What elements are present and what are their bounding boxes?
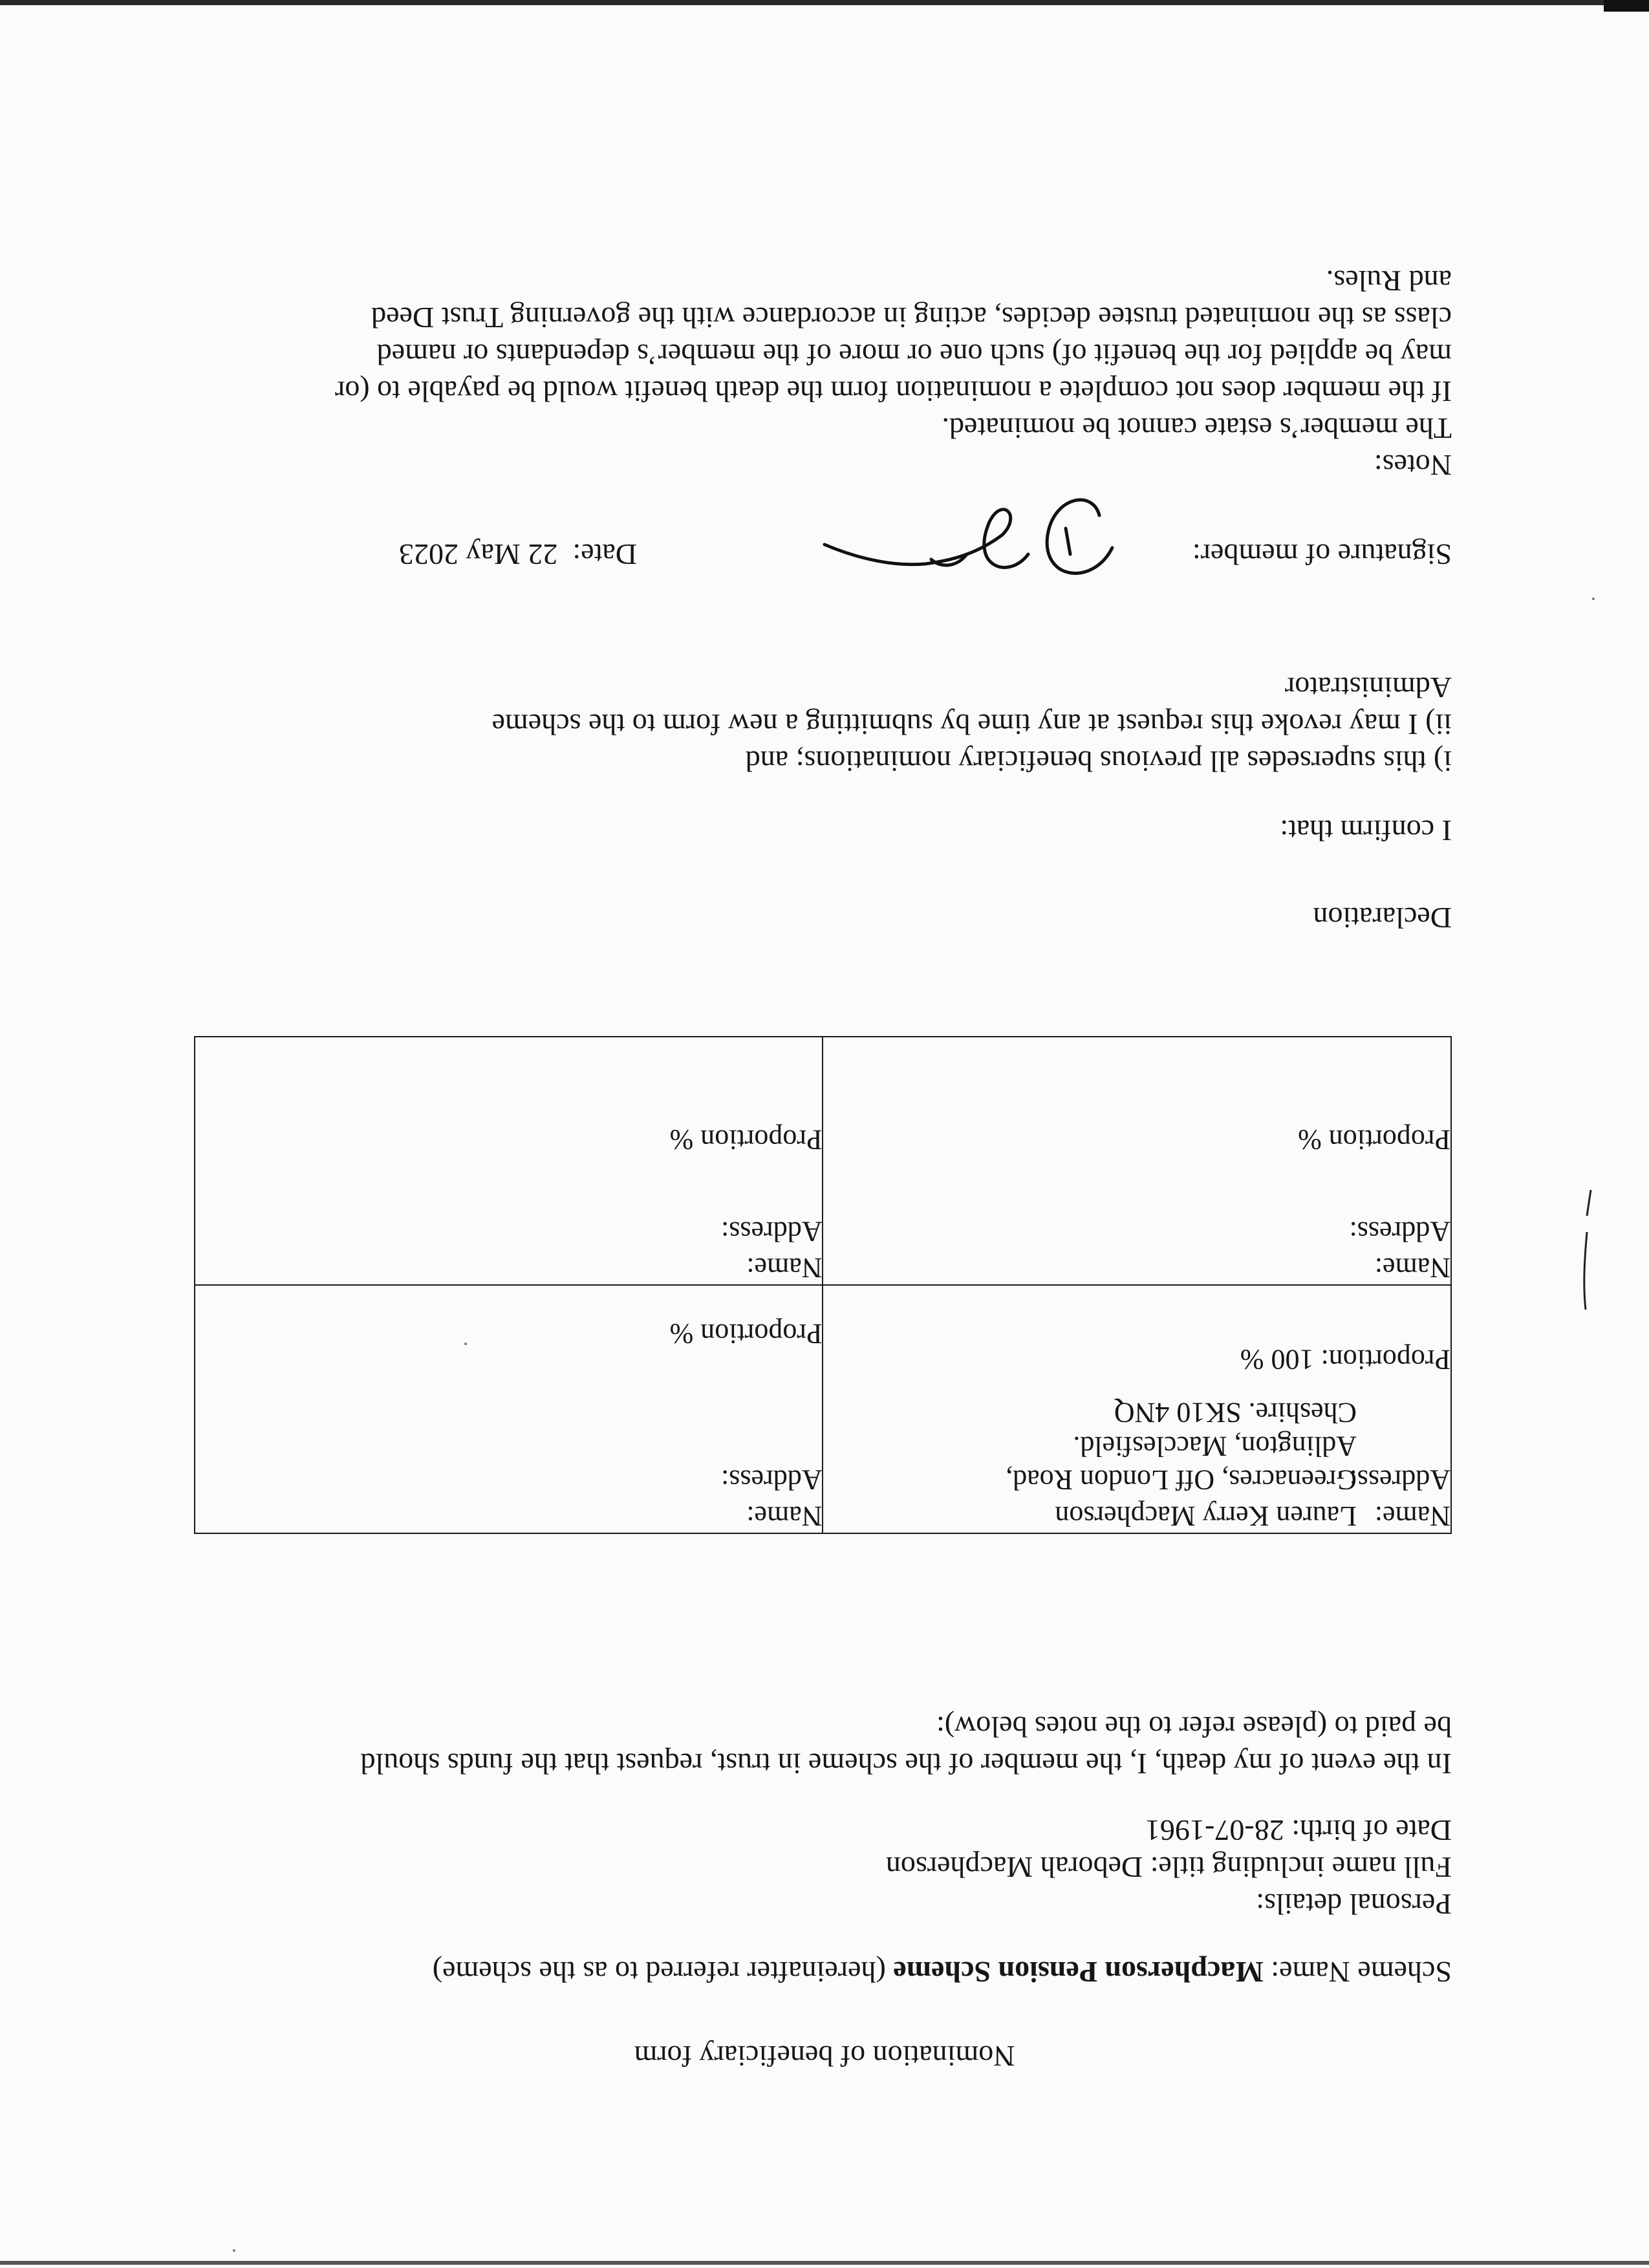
beneficiary-address-line-3: Cheshire. SK10 4NQ [1114,1397,1357,1429]
address-field-label: Address: [1349,1216,1450,1247]
member-signature [821,483,1119,593]
declaration-heading: Declaration [1313,902,1452,934]
beneficiary-cell [823,1285,1452,1533]
address-field-label: Address: [721,1216,823,1247]
declaration-confirm: I confirm that: [1280,814,1452,847]
notes-line-5: and Rules. [1326,265,1452,297]
signature-label: Signature of member: [1192,538,1452,571]
address-field-label: Address: [1349,1464,1450,1496]
proportion-field-label: Proportion % [1298,1124,1450,1156]
date-label: Date: [572,538,637,571]
full-name-line: Full name including title: Deborah Macpherson [885,1851,1452,1884]
date-of-birth-line: Date of birth: 28-07-1961 [1145,1814,1452,1847]
name-field-label: Name: [746,1500,823,1532]
declaration-item-2-line-2: Administrator [1284,671,1452,704]
signature-date-row [399,536,637,572]
proportion-field-label: Proportion % [669,1318,823,1350]
declaration-item-1: i) this supersedes all previous beneficiary nominations; and [745,745,1452,778]
beneficiary-cell [195,1037,823,1285]
proportion-field-label: Proportion % [669,1124,823,1156]
notes-line-3: may be applied for the benefit of) such one or more of the member’s dependants or named [376,338,1452,371]
address-field-label: Address: [721,1464,823,1496]
signature-date: 22 May 2023 [399,538,558,571]
notes-line-4: class as the nominated trustee decides, acting in accordance with the governing Trust Deed [371,301,1452,334]
name-field-label: Name: [746,1252,823,1284]
scheme-name: Macpherson Pension Scheme [893,1956,1264,1989]
scheme-suffix: (hereinafter referred to as the scheme) [432,1956,886,1989]
beneficiary-table [194,1036,1452,1534]
scheme-label: Scheme Name: [1271,1956,1452,1989]
name-field-label: Name: [1374,1500,1450,1532]
notes-line-2: If the member does not complete a nomination form the death benefit would be payable to (or [335,375,1452,408]
notes-heading: Notes: [1374,449,1452,482]
request-text-line-1: In the event of my death, I, the member of the scheme in trust, request that the funds should [360,1747,1452,1780]
beneficiary-proportion: 100 % [1240,1344,1314,1376]
proportion-row [1240,1343,1450,1376]
name-field-label: Name: [1374,1252,1450,1284]
beneficiary-address-line-2: Adlington, Macclesfield. [1073,1431,1357,1462]
beneficiary-address-line-1: Greenacres, Off London Road, [1006,1464,1357,1496]
proportion-field-label: Proportion: [1320,1344,1450,1376]
personal-details-heading: Personal details: [1256,1888,1452,1921]
request-text-line-2: be paid to (please refer to the notes below): [936,1711,1452,1744]
beneficiary-name: Lauren Kerry Macpherson [1055,1500,1357,1532]
form-title: Nomination of beneficiary form [634,2040,1015,2073]
scheme-name-line [191,1954,1452,1990]
beneficiary-cell [823,1037,1452,1285]
beneficiary-cell [195,1285,823,1533]
notes-line-1: The member’s estate cannot be nominated. [942,412,1452,445]
declaration-item-2-line-1: ii) I may revoke this request at any time by submitting a new form to the scheme [491,708,1452,741]
margin-pen-mark [1578,1183,1597,1313]
